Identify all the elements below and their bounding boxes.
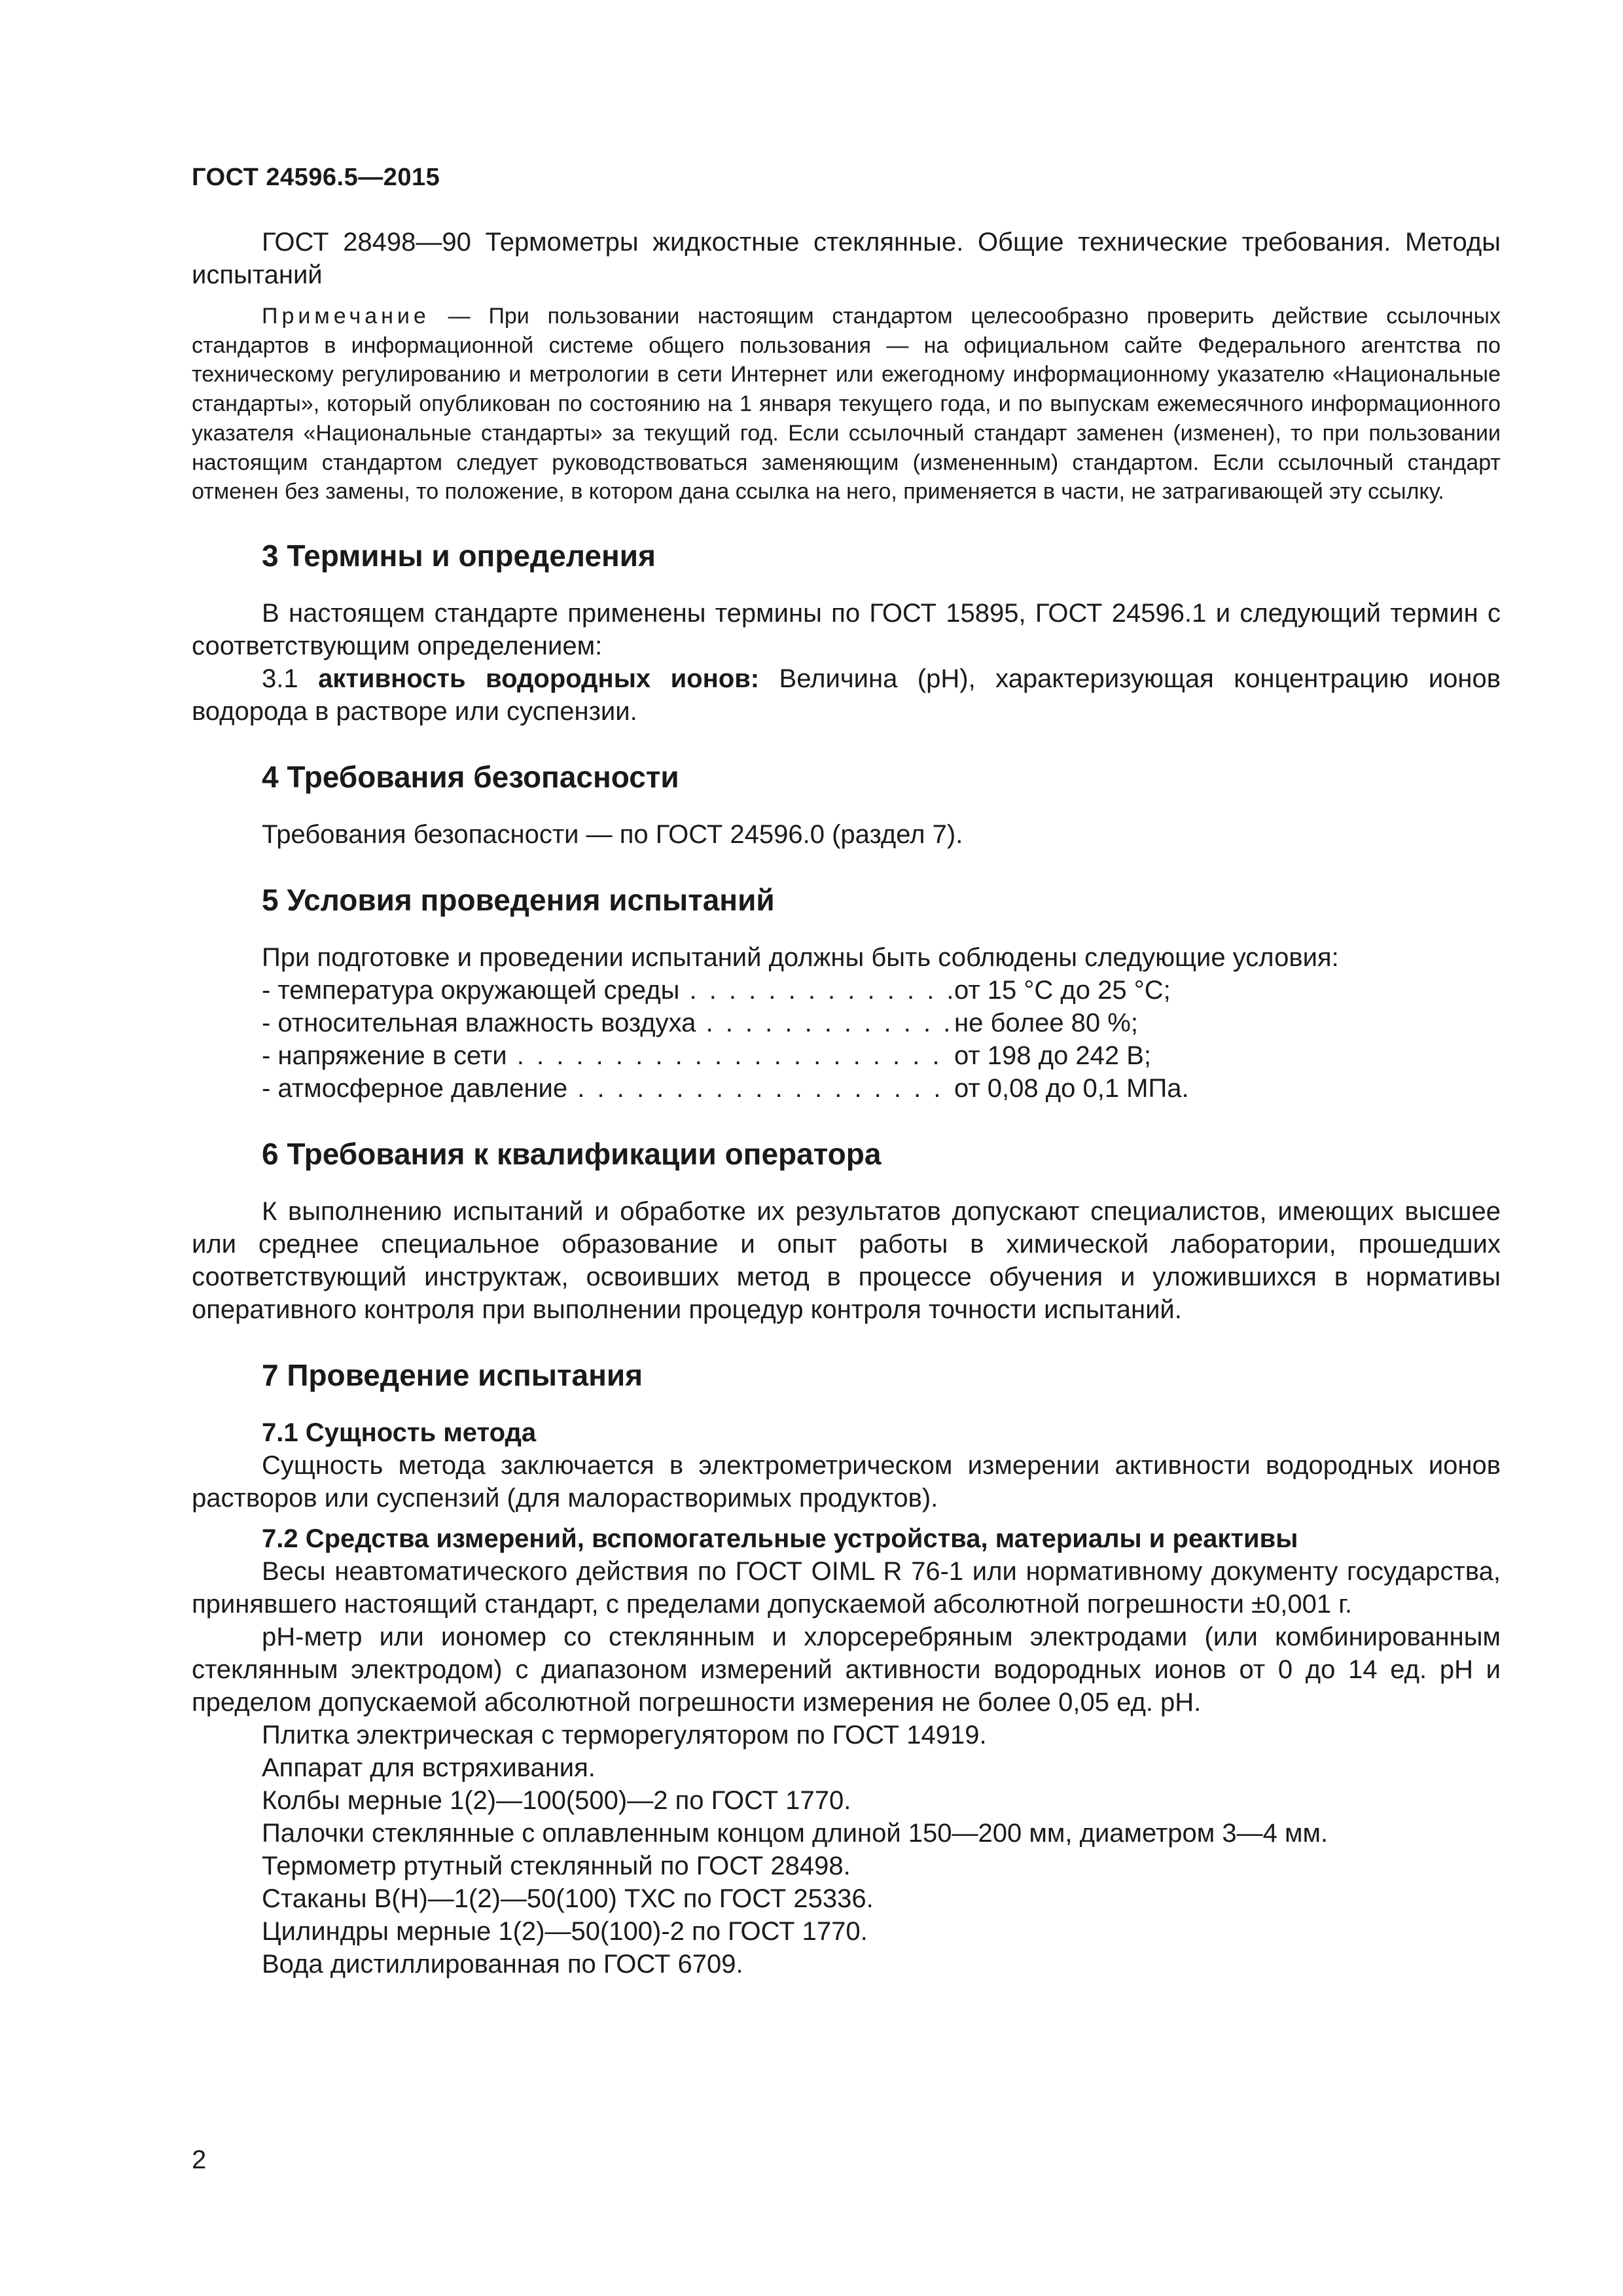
section-4-title: 4 Требования безопасности (262, 759, 679, 794)
equipment-item: Колбы мерные 1(2)—100(500)—2 по ГОСТ 1770. (262, 1785, 851, 1815)
note-text: — При пользовании настоящим стандартом целесообразно проверить действие ссылочных стандартов в информационной системе общего пользования — на официальном сайте Федерального агентства по техническому регулированию и метрологии в сети Интернет или ежегодному информационному указателю «Национальные стандарты», который опубликован по состоянию на 1 января текущего года, и по выпускам ежемесячного информационного указателя «Национальные стандарты» за текущий год. Если ссылочный стандарт заменен (изменен), то при пользовании настоящим стандартом следует руководствоваться заменяющим (измененным) стандартом. Если ссылочный стандарт отменен без замены, то положение, в котором дана ссылка на него, применяется в части, не затрагивающей эту ссылку. (192, 304, 1501, 505)
equipment-item: Вода дистиллированная по ГОСТ 6709. (262, 1949, 743, 1979)
condition-row (192, 1007, 1501, 1039)
term-3-1 (192, 662, 1501, 728)
section-3-intro: В настоящем стандарте применены термины по ГОСТ 15895, ГОСТ 24596.1 и следующий термин с соответствующим определением: (192, 598, 1501, 660)
note-label: Примечание (262, 304, 430, 329)
section-6-title: 6 Требования к квалификации оператора (262, 1136, 882, 1171)
scales-paragraph: Весы неавтоматического действия по ГОСТ OIML R 76-1 или нормативному документу государства, принявшего настоящий стандарт, с пределами допускаемой абсолютной погрешности ±0,001 г. (192, 1556, 1501, 1619)
page-number: 2 (192, 2145, 207, 2174)
subsection-7-1-text: Сущность метода заключается в электрометрическом измерении активности водородных ионов растворов или суспензий (для малорастворимых продуктов). (192, 1450, 1501, 1513)
equipment-list (192, 1719, 1501, 1981)
condition-value: от 198 до 242 В; (954, 1041, 1151, 1070)
condition-row (192, 1072, 1501, 1105)
ph-meter-paragraph: pH-метр или иономер со стеклянным и хлорсеребряным электродами (или комбинированным стеклянным электродом) с диапазоном измерений активности водородных ионов от 0 до 14 ед. pH и пределом допускаемой абсолютной погрешности измерения не более 0,05 ед. pH. (192, 1622, 1501, 1717)
equipment-item: Палочки стеклянные с оплавленным концом длиной 150—200 мм, диаметром 3—4 мм. (262, 1818, 1329, 1848)
section-5-intro: При подготовке и проведении испытаний должны быть соблюдены следующие условия: (262, 942, 1339, 972)
subsection-7-1-title: 7.1 Сущность метода (262, 1418, 537, 1447)
page-content (192, 226, 1501, 1981)
condition-row (192, 974, 1501, 1007)
equipment-item: Аппарат для встряхивания. (262, 1753, 596, 1782)
condition-label: - температура окружающей среды . . . (262, 974, 954, 1007)
section-5-title: 5 Условия проведения испытаний (262, 882, 775, 917)
condition-value: от 0,08 до 0,1 МПа. (954, 1073, 1189, 1103)
condition-label: - относительная влажность воздуха . . . (262, 1007, 954, 1039)
section-7-title: 7 Проведение испытания (262, 1357, 643, 1392)
section-6-text: К выполнению испытаний и обработке их результатов допускают специалистов, имеющих высшее или среднее специальное образование и опыт работы в химической лаборатории, прошедших соответствующий инструктаж, освоивших метод в процессе обучения и уложившихся в нормативы оперативного контроля при выполнении процедур контроля точности испытаний. (192, 1196, 1501, 1324)
section-4-text: Требования безопасности — по ГОСТ 24596.0 (раздел 7). (262, 819, 963, 849)
condition-label: - напряжение в сети . . . (262, 1039, 954, 1072)
running-header: ГОСТ 24596.5—2015 (192, 164, 440, 191)
reference-gost-28498: ГОСТ 28498—90 Термометры жидкостные стеклянные. Общие технические требования. Методы испытаний (192, 228, 1501, 289)
condition-value: от 15 °С до 25 °С; (954, 975, 1171, 1005)
equipment-item: Термометр ртутный стеклянный по ГОСТ 28498. (262, 1851, 851, 1880)
equipment-item: Стаканы В(Н)—1(2)—50(100) ТХС по ГОСТ 25336. (262, 1884, 874, 1913)
term-number: 3.1 (262, 664, 319, 693)
conditions-list (192, 974, 1501, 1105)
condition-label: - атмосферное давление . . . (262, 1072, 954, 1105)
term-definition: Величина (pH), характеризующая концентрацию ионов водорода в растворе или суспензии. (192, 664, 1501, 726)
condition-value: не более 80 %; (954, 1008, 1138, 1037)
note-paragraph (192, 302, 1501, 507)
term-name: активность водородных ионов: (318, 664, 760, 693)
equipment-item: Цилиндры мерные 1(2)—50(100)-2 по ГОСТ 1770. (262, 1916, 868, 1946)
section-3-title: 3 Термины и определения (262, 538, 656, 573)
equipment-item: Плитка электрическая с терморегулятором по ГОСТ 14919. (262, 1720, 987, 1749)
condition-row (192, 1039, 1501, 1072)
subsection-7-2-title: 7.2 Средства измерений, вспомогательные устройства, материалы и реактивы (262, 1524, 1298, 1553)
